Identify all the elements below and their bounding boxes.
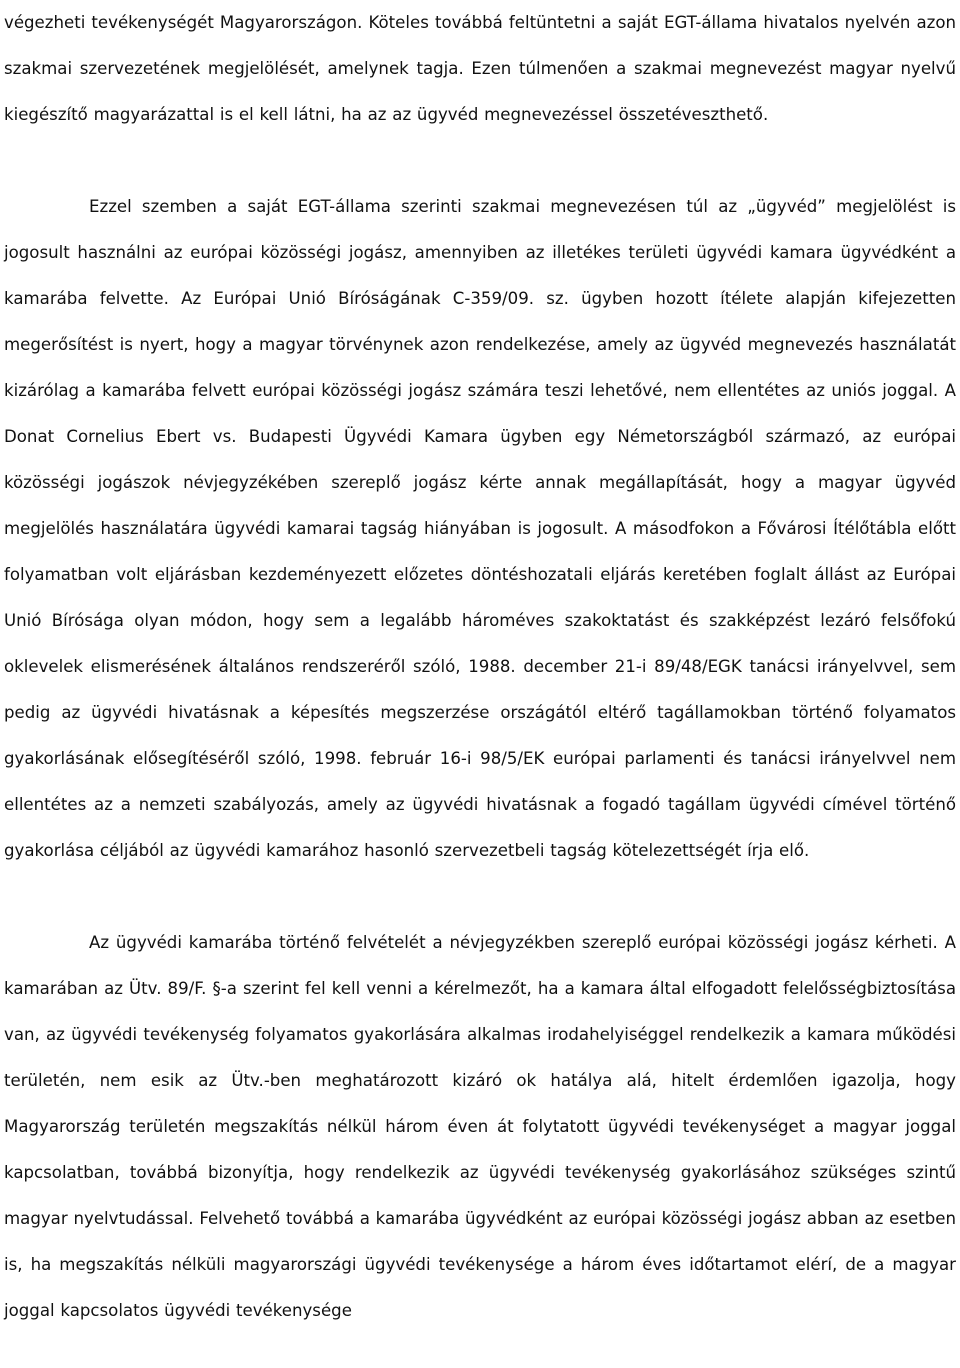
document-page	[4, 0, 956, 1334]
paragraph-2: Ezzel szemben a saját EGT-állama szerinti szakmai megnevezésen túl az „ügyvéd” megjelölést is jogosult használni az európai közösségi jogász, amennyiben az illetékes területi ügyvédi kamara ügyvédként a kamarába felvette. Az Európai Unió Bíróságának C-359/09. sz. ügyben hozott ítélete alapján kifejezetten megerősítést is nyert, hogy a magyar törvénynek azon rendelkezése, amely az ügyvéd megnevezés használatát kizárólag a kamarába felvett európai közösségi jogász számára teszi lehetővé, nem ellentétes az uniós joggal. A Donat Cornelius Ebert vs. Budapesti Ügyvédi Kamara ügyben egy Németországból származó, az európai közösségi jogászok névjegyzékében szereplő jogász kérte annak megállapítását, hogy a magyar ügyvéd megjelölés használatára ügyvédi kamarai tagság hiányában is jogosult. A másodfokon a Fővárosi Ítélőtábla előtt folyamatban volt eljárásban kezdeményezett előzetes döntéshozatali eljárás keretében foglalt állást az Európai Unió Bírósága olyan módon, hogy sem a legalább hároméves szakoktatást és szakképzést lezáró felsőfokú oklevelek elismerésének általános rendszeréről szóló, 1988. december 21-i 89/48/EGK tanácsi irányelvvel, sem pedig az ügyvédi hivatásnak a képesítés megszerzése országától eltérő tagállamokban történő folyamatos gyakorlásának elősegítéséről szóló, 1998. február 16-i 98/5/EK európai parlamenti és tanácsi irányelvvel nem ellentétes az a nemzeti szabályozás, amely az ügyvédi hivatásnak a fogadó tagállam ügyvédi címével történő gyakorlása céljából az ügyvédi kamarához hasonló szervezetbeli tagság kötelezettségét írja elő.	[4, 197, 956, 860]
paragraph-3: Az ügyvédi kamarába történő felvételét a névjegyzékben szereplő európai közösségi jogász kérheti. A kamarában az Ütv. 89/F. §-a szerint fel kell venni a kérelmezőt, ha a kamara által elfogadott felelősségbiztosítása van, az ügyvédi tevékenység folyamatos gyakorlására alkalmas irodahelyiséggel rendelkezik a kamara működési területén, nem esik az Ütv.-ben meghatározott kizáró ok hatálya alá, hitelt érdemlően igazolja, hogy Magyarország területén megszakítás nélkül három éven át folytatott ügyvédi tevékenységet a magyar joggal kapcsolatban, továbbá bizonyítja, hogy rendelkezik az ügyvédi tevékenység gyakorlásához szükséges szintű magyar nyelvtudással. Felvehető továbbá a kamarába ügyvédként az európai közösségi jogász abban az esetben is, ha megszakítás nélküli magyarországi ügyvédi tevékenysége a három éves időtartamot elérí, de a magyar joggal kapcsolatos ügyvédi tevékenysége	[4, 933, 956, 1320]
paragraph-1: végezheti tevékenységét Magyarországon. Köteles továbbá feltüntetni a saját EGT-állama hivatalos nyelvén azon szakmai szervezetének megjelölését, amelynek tagja. Ezen túlmenően a szakmai megnevezést magyar nyelvű kiegészítő magyarázattal is el kell látni, ha az az ügyvéd megnevezéssel összetéveszthető.	[4, 13, 956, 124]
